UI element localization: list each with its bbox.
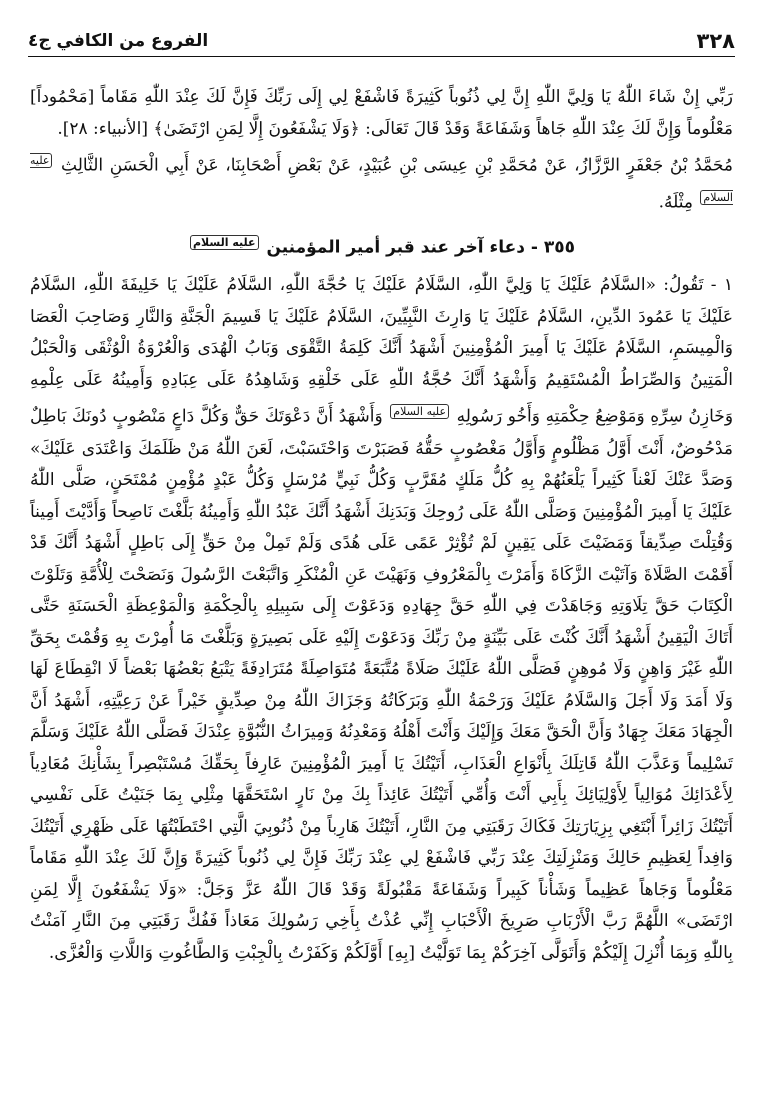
paragraph-intro-text: رَبِّي إِنْ شَاءَ اللّٰهُ يَا وَلِيَّ اللّٰهِ إِنَّ لِي ذُنُوباً كَثِيرَةً فَاشْفَعْ لِي إِلَى رَبِّكَ فَإِنَّ لَكَ عِنْدَ اللّٰهِ مَقَاماً [مَحْمُوداً] مَعْلُوماً وَإِنَّ لَكَ عِنْدَ اللّٰهِ جَاهاً وَشَفَاعَةً وَقَدْ قَالَ تَعَالَى: [30, 87, 733, 139]
isnad-text: مُحَمَّدُ بْنُ جَعْفَرٍ الرَّزَّازُ، عَنْ مُحَمَّدِ بْنِ عِيسَى بْنِ عُبَيْدٍ، عَنْ بَعْضِ أَصْحَابِنَا، عَنْ أَبِي الْحَسَنِ الثَّالِثِ [61, 155, 733, 176]
page-body [30, 82, 733, 969]
honorific-symbol: عليه السلام [190, 235, 259, 250]
dua-text-part1: ١ - تَقُولُ: «السَّلَامُ عَلَيْكَ يَا وَلِيَّ اللّٰهِ، السَّلَامُ عَلَيْكَ يَا حُجَّةَ اللّٰهِ، السَّلَامُ عَلَيْكَ يَا خَلِيفَةَ اللّٰهِ، السَّلَامُ عَلَيْكَ يَا عَمُودَ الدِّينِ، السَّلَامُ عَلَيْكَ يَا وَارِثَ النَّبِيِّينَ، السَّلَامُ عَلَيْكَ يَا قَسِيمَ الْجَنَّةِ وَالنَّارِ وَصَاحِبَ الْعَصَا وَالْمِيسَمِ، السَّلَامُ عَلَيْكَ يَا أَمِيرَ الْمُؤْمِنِينَ أَشْهَدُ أَنَّكَ كَلِمَةُ التَّقْوَى وَبَابُ الْهُدَى وَالْعُرْوَةُ الْوُثْقَى وَالْحَبْلُ الْمَتِينُ وَالصِّرَاطُ الْمُسْتَقِيمُ وَأَشْهَدُ أَنَّكَ حُجَّةُ اللّٰهِ عَلَى خَلْقِهِ وَشَاهِدُهُ عَلَى عِبَادِهِ وَأَمِينُهُ عَلَى عِلْمِهِ وَخَازِنُ سِرِّهِ وَمَوْضِعُ حِكْمَتِهِ وَأَخُو رَسُولِهِ [30, 275, 734, 428]
isnad-end: مِثْلَهُ. [658, 192, 693, 213]
chapter-title-text: ٣٥٥ - دعاء آخر عند قبر أمير المؤمنين [266, 237, 575, 258]
book-title: الفروع من الكافي ج٤ [28, 31, 209, 51]
quran-reference: [الأنبياء: ٢٨]. [57, 118, 148, 139]
chapter-title [30, 227, 733, 264]
quran-verse: ﴿وَلَا يَشْفَعُونَ إِلَّا لِمَنِ ارْتَضَىٰ﴾ [153, 118, 360, 139]
dua-text-part2: وَأَشْهَدُ أَنَّ دَعْوَتَكَ حَقٌّ وَكُلَّ دَاعٍ مَنْصُوبٍ دُونَكَ بَاطِلٌ مَدْحُوضٌ، أَنْتَ أَوَّلُ مَظْلُومٍ وَأَوَّلُ مَغْصُوبٍ حَقُّهُ فَصَبَرْتَ وَاحْتَسَبْتَ، لَعَنَ اللّٰهُ مَنْ ظَلَمَكَ وَاعْتَدَى عَلَيْكَ» وَصَدَّ عَنْكَ لَعْناً كَثِيراً يَلْعَنُهُمْ بِهِ كُلُّ مَلَكٍ مُقَرَّبٍ وَكُلُّ نَبِيٍّ مُرْسَلٍ وَكُلُّ عَبْدٍ مُؤْمِنٍ مُمْتَحَنٍ، صَلَّى اللّٰهُ عَلَيْكَ يَا أَمِيرَ الْمُؤْمِنِينَ وَصَلَّى اللّٰهُ عَلَى رُوحِكَ وَبَدَنِكَ أَشْهَدُ أَنَّكَ عَبْدُ اللّٰهِ وَأَمِينُهُ بَلَّغْتَ نَاصِحاً وَأَدَّيْتَ أَمِيناً وَقُتِلْتَ صِدِّيقاً وَمَضَيْتَ عَلَى يَقِينٍ لَمْ تُؤْثِرْ عَمًى عَلَى هُدًى وَلَمْ تَمِلْ مِنْ حَقٍّ إِلَى بَاطِلٍ أَشْهَدُ أَنَّكَ قَدْ أَقَمْتَ الصَّلَاةَ وَآتَيْتَ الزَّكَاةَ وَأَمَرْتَ بِالْمَعْرُوفِ وَنَهَيْتَ عَنِ الْمُنْكَرِ وَاتَّبَعْتَ الرَّسُولَ وَنَصَحْتَ لِلْأُمَّةِ وَتَلَوْتَ الْكِتَابَ حَقَّ تِلَاوَتِهِ وَجَاهَدْتَ فِي اللّٰهِ حَقَّ جِهَادِهِ وَدَعَوْتَ إِلَى سَبِيلِهِ بِالْحِكْمَةِ وَالْمَوْعِظَةِ الْحَسَنَةِ حَتَّى أَتَاكَ الْيَقِينُ أَشْهَدُ أَنَّكَ كُنْتَ عَلَى بَيِّنَةٍ مِنْ رَبِّكَ وَدَعَوْتَ إِلَيْهِ عَلَى بَصِيرَةٍ وَبَلَّغْتَ مَا أُمِرْتَ بِهِ وَقُمْتَ بِحَقِّ اللّٰهِ غَيْرَ وَاهِنٍ وَلَا مُوهِنٍ فَصَلَّى اللّٰهُ عَلَيْكَ صَلَاةً مُتَّبَعَةً مُتَوَاصِلَةً مُتَرَادِفَةً يَتْبَعُ بَعْضُهَا بَعْضاً لَا انْقِطَاعَ لَهَا وَلَا أَمَدَ وَلَا أَجَلَ وَالسَّلَامُ عَلَيْكَ وَرَحْمَةُ اللّٰهِ وَبَرَكَاتُهُ وَجَزَاكَ اللّٰهُ مِنْ صِدِّيقٍ خَيْراً عَنْ رَعِيَّتِهِ، أَشْهَدُ أَنَّ الْجِهَادَ مَعَكَ جِهَادٌ وَأَنَّ الْحَقَّ مَعَكَ وَإِلَيْكَ وَأَنْتَ أَهْلُهُ وَمَعْدِنُهُ وَمِيرَاثُ النُّبُوَّةِ عِنْدَكَ فَصَلَّى اللّٰهُ عَلَيْكَ وَسَلَّمَ تَسْلِيماً وَعَذَّبَ اللّٰهُ قَاتِلَكَ بِأَنْوَاعِ الْعَذَابِ، أَتَيْتُكَ يَا أَمِيرَ الْمُؤْمِنِينَ عَارِفاً بِحَقِّكَ مُسْتَبْصِراً بِشَأْنِكَ مُعَادِياً لِأَعْدَائِكَ مُوَالِياً لِأَوْلِيَائِكَ بِأَبِي أَنْتَ وَأُمِّي أَتَيْتُكَ عَائِذاً بِكَ مِنْ نَارٍ اسْتَحَقَّهَا مِثْلِي بِمَا جَنَيْتُ عَلَى نَفْسِي أَتَيْتُكَ زَائِراً أَبْتَغِي بِزِيَارَتِكَ فَكَاكَ رَقَبَتِي مِنَ النَّارِ، أَتَيْتُكَ هَارِباً مِنْ ذُنُوبِيَ الَّتِي احْتَطَبْتُهَا عَلَى ظَهْرِي أَتَيْتُكَ وَافِداً لِعَظِيمِ حَالِكَ وَمَنْزِلَتِكَ عِنْدَ رَبِّي فَاشْفَعْ لِي عِنْدَ رَبِّكَ فَإِنَّ لِي ذُنُوباً كَثِيرَةً وَإِنَّ لَكَ عِنْدَ اللّٰهِ مَقَاماً مَعْلُوماً وَجَاهاً عَظِيماً وَشَأْناً كَبِيراً وَشَفَاعَةً مَقْبُولَةً وَقَدْ قَالَ اللّٰهُ عَزَّ وَجَلَّ: «وَلَا يَشْفَعُونَ إِلَّا لِمَنِ ارْتَضَى» اللَّهُمَّ رَبَّ الْأَرْبَابِ صَرِيخَ الْأَحْبَابِ إِنِّي عُذْتُ بِأَخِي رَسُولِكَ مَعَاذاً فَفُكَّ رَقَبَتِي مِنَ النَّارِ آمَنْتُ بِاللّٰهِ وَبِمَا أُنْزِلَ إِلَيْكُمْ وَأَتَوَلَّى آخِرَكُمْ بِمَا تَوَلَّيْتُ [بِهِ] أَوَّلَكُمْ وَكَفَرْتُ بِالْجِبْتِ وَالطَّاغُوتِ وَاللَّاتِ وَالْعُزَّى. [30, 407, 733, 963]
page-number: ٣٢٨ [696, 29, 735, 53]
paragraph-intro [30, 82, 733, 145]
honorific-symbol: عليه السلام [390, 404, 449, 419]
page-header [28, 22, 735, 57]
honorific-symbol: عليه السلام [30, 154, 733, 205]
paragraph-dua [30, 270, 733, 969]
paragraph-isnad [30, 145, 733, 219]
